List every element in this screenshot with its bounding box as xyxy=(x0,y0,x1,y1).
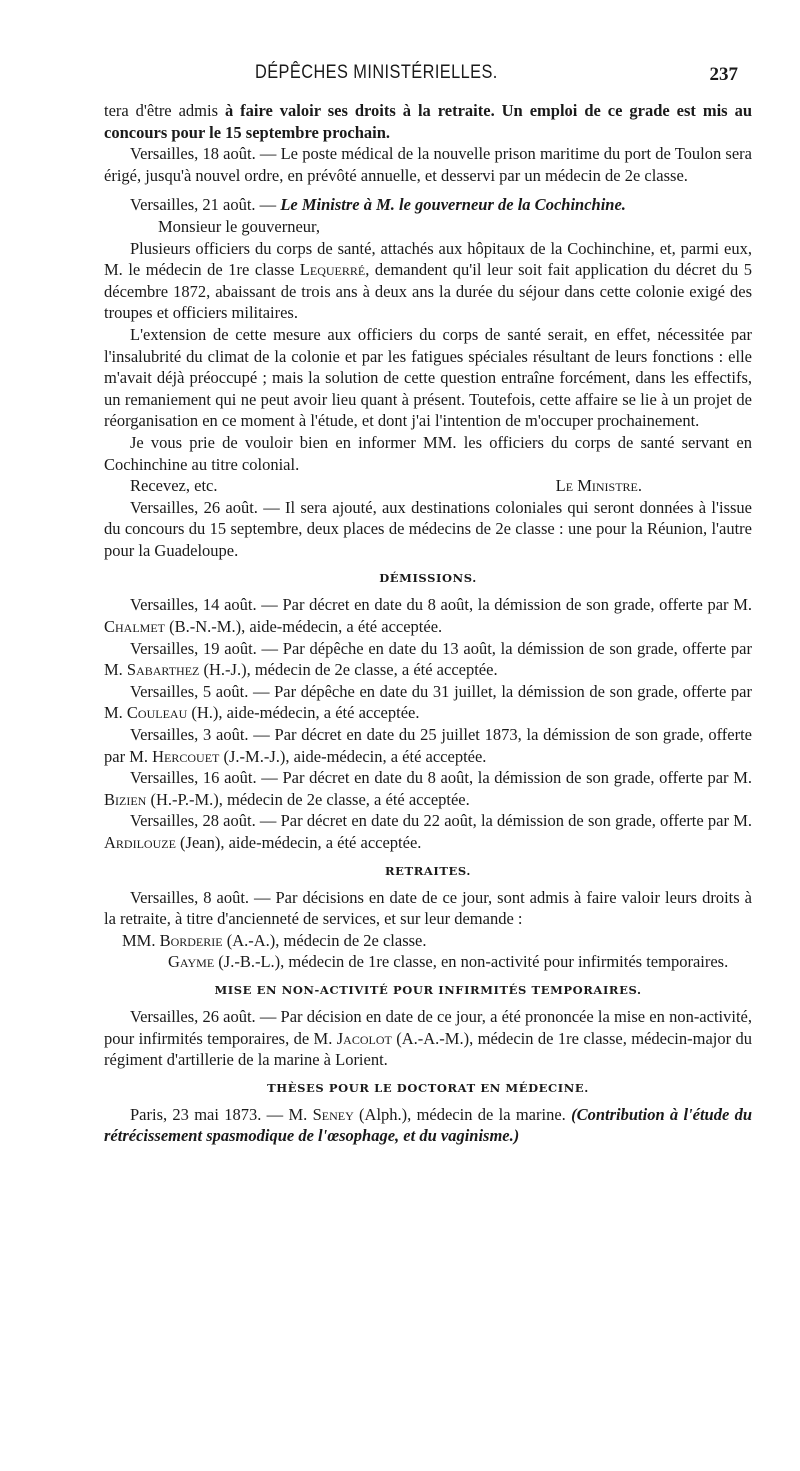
dispatch-heading xyxy=(104,194,752,216)
retraites-intro: Versailles, 8 août. — Par décisions en date de ce jour, sont admis à faire valoir leurs droits à la retraite, à titre d'ancienneté de services, et sur leur demande : xyxy=(104,887,752,929)
text-run: (H.), aide-médecin, a été acceptée. xyxy=(187,703,420,723)
these-entry xyxy=(104,1104,752,1147)
closing-line xyxy=(104,475,752,497)
text-run: (Alph.), médecin de la marine. xyxy=(353,1104,572,1124)
person-name: Hercouet xyxy=(152,746,220,766)
signature: Le Ministre. xyxy=(555,476,642,496)
demission-entry xyxy=(104,681,752,724)
text-run: (A.-A.), médecin de 2e classe. xyxy=(222,930,427,950)
text-run: (Jean), aide-médecin, a été acceptée. xyxy=(175,833,422,852)
person-name: Bizien xyxy=(104,789,147,809)
text-run: (B.-N.-M.), aide-médecin, a été acceptée. xyxy=(165,617,443,637)
page-header xyxy=(100,62,750,92)
person-name: Couleau xyxy=(126,703,188,723)
retraite-entry xyxy=(122,930,752,952)
text-run: Plusieurs officiers du corps de santé, attachés aux hôpitaux de la Cochinchine, et, parmi eux, M. le médecin de 1re classe xyxy=(104,238,752,280)
page-body xyxy=(104,100,752,1147)
text-run: Versailles, 5 août. — Par dépêche en date du 31 juillet, la démission de son grade, offerte par M. xyxy=(104,681,752,723)
person-name: Ardilouze xyxy=(104,833,176,852)
text-run: , demandent qu'il leur soit fait application du décret du 5 décembre 1872, abaissant de trois ans à deux ans la durée du séjour dans cette colonie exigé des troupes et officiers militaires. xyxy=(104,260,752,323)
paragraph-retirement-continued xyxy=(104,100,752,143)
text-run: (H.-J.), médecin de 2e classe, a été acceptée. xyxy=(199,660,498,680)
text-run: (H.-P.-M.), médecin de 2e classe, a été acceptée. xyxy=(146,789,470,809)
text-run: à faire valoir ses droits à la retraite. Un emploi de ce grade est mis au concours pour le 15 septembre prochain. xyxy=(104,101,752,142)
demission-entry xyxy=(104,724,752,767)
person-name: Borderie xyxy=(159,930,223,950)
person-name: Seney xyxy=(312,1104,354,1124)
paragraph-cochinchina-officers xyxy=(104,238,752,324)
text-run: tera d'être admis xyxy=(104,101,225,120)
running-title: DÉPÊCHES MINISTÉRIELLES. xyxy=(255,62,498,83)
salutation: Monsieur le gouverneur, xyxy=(158,216,321,236)
text-run: Versailles, 14 août. — Par décret en date du 8 août, la démission de son grade, offerte par M. xyxy=(130,595,752,615)
section-heading-theses: THÈSES POUR LE DOCTORAT EN MÉDECINE. xyxy=(267,1080,589,1095)
paragraph-inform: Je vous prie de vouloir bien en informer MM. les officiers du corps de santé servant en Cochinchine au titre colonial. xyxy=(104,432,752,474)
demission-entry xyxy=(104,767,752,810)
demissions-list xyxy=(104,594,752,853)
person-name: Chalmet xyxy=(104,617,165,637)
section-heading-non-activite: MISE EN NON-ACTIVITÉ POUR INFIRMITÉS TEMPORAIRES. xyxy=(214,982,642,997)
text-run: Versailles, 3 août. — Par décret en date du 25 juillet 1873, la démission de son grade, offerte par M. xyxy=(104,725,752,766)
text-run: Versailles, 26 août. — Par décision en date de ce jour, a été prononcée la mise en non-activité, pour infirmités temporaires, de M. xyxy=(104,1006,752,1048)
text-run: (J.-M.-J.), aide-médecin, a été acceptée. xyxy=(219,746,487,766)
text-run: Paris, 23 mai 1873. — M. xyxy=(130,1104,313,1124)
demission-entry xyxy=(104,638,752,681)
dispatch-date: Versailles, 21 août. — xyxy=(130,195,281,215)
section-heading-demissions: DÉMISSIONS. xyxy=(379,571,477,586)
paragraph-colonial-posts: Versailles, 26 août. — Il sera ajouté, aux destinations coloniales qui seront données à l'issue du concours du 15 septembre, deux places de médecins de 2e classe : une pour la Réunion, l'autre pour la Guadeloupe. xyxy=(104,497,752,560)
section-heading-retraites: RETRAITES. xyxy=(385,863,471,878)
text-run: Versailles, 16 août. — Par décret en date du 8 août, la démission de son grade, offerte par M. xyxy=(130,768,752,788)
page-number: 237 xyxy=(709,64,738,85)
paragraph-extension: L'extension de cette mesure aux officiers du corps de santé serait, en effet, nécessitée par l'insalubrité du climat de la colonie et par les fatigues spéciales résultant de leurs fonctions : elle m'avait déjà préoccupé ; mais la solution de cette question entraîne forcément, dans les effectifs, un remaniement qui ne peut avoir lieu quant à présent. Toutefois, cette affaire se lie à un projet de réorganisation en ce moment à l'étude, et dont j'ai l'intention de m'occuper prochainement. xyxy=(104,324,752,431)
person-name: Lequerré xyxy=(299,260,366,280)
paragraph-toulon-prison: Versailles, 18 août. — Le poste médical de la nouvelle prison maritime du port de Toulon sera érigé, jusqu'à nouvel ordre, en prévôté annuelle, et desservi par un médecin de 2e classe. xyxy=(104,144,752,185)
person-name: Jacolot xyxy=(336,1028,392,1048)
demission-entry xyxy=(104,594,752,637)
text-run: Versailles, 28 août. — Par décret en date du 22 août, la démission de son grade, offerte par M. xyxy=(130,811,752,831)
text-run: (A.-A.-M.), médecin de 1re classe, médecin-major du régiment d'artillerie de la marine à Lorient. xyxy=(104,1028,753,1070)
text-run: MM. xyxy=(122,930,160,950)
text-run: (J.-B.-L.), médecin de 1re classe, en non-activité pour infirmités temporaires. xyxy=(214,952,729,972)
closing-formula: Recevez, etc. xyxy=(130,476,218,496)
text-run: Versailles, 19 août. — Par dépêche en date du 13 août, la démission de son grade, offerte par M. xyxy=(104,638,752,680)
dispatch-title: Le Ministre à M. le gouverneur de la Cochinchine. xyxy=(280,195,626,215)
thesis-title: (Contribution à l'étude du rétrécissement spasmodique de l'œsophage, et du vaginisme.) xyxy=(104,1104,753,1146)
demission-entry xyxy=(104,810,752,853)
non-activite-entry xyxy=(104,1006,752,1071)
person-name: Gayme xyxy=(168,952,215,972)
person-name: Sabarthez xyxy=(126,660,200,680)
retraite-entry xyxy=(168,951,752,973)
